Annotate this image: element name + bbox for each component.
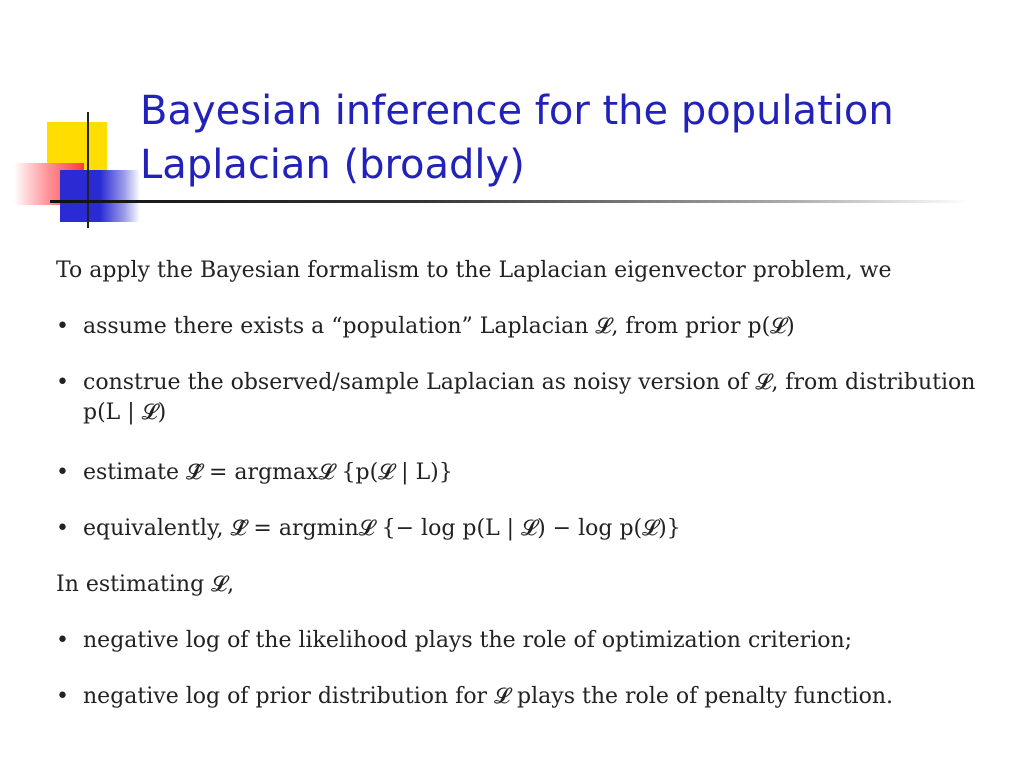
bullet-icon: • bbox=[56, 684, 69, 709]
title-underline bbox=[50, 200, 970, 203]
bullet-icon: • bbox=[56, 460, 69, 485]
list-item bbox=[56, 514, 986, 570]
bullet-icon: • bbox=[56, 628, 69, 653]
slide-body bbox=[56, 256, 986, 738]
list-item-text: negative log of the likelihood plays the role of optimization criterion; bbox=[83, 628, 853, 653]
bullet-icon: • bbox=[56, 314, 69, 339]
intro2-text: In estimating 𝓛, bbox=[56, 572, 235, 597]
intro-text: To apply the Bayesian formalism to the Laplacian eigenvector problem, we bbox=[56, 258, 892, 283]
list-item bbox=[56, 312, 986, 368]
list-item-text: negative log of prior distribution for 𝓛 plays the role of penalty function. bbox=[83, 684, 893, 709]
list-item-text: estimate 𝓛̂ = argmax𝓛 {p(𝓛 | L)} bbox=[83, 460, 453, 485]
list-item bbox=[56, 368, 986, 458]
bullet-icon: • bbox=[56, 516, 69, 541]
list-item-text: construe the observed/sample Laplacian as noisy version of 𝓛, from distribution p(L | 𝓛) bbox=[83, 370, 976, 425]
list-item-text: equivalently, 𝓛̂ = argmin𝓛 {− log p(L | 𝓛) − log p(𝓛)} bbox=[83, 516, 681, 541]
list-item bbox=[56, 458, 986, 514]
deco-vertical-line bbox=[87, 112, 89, 228]
list-item-text: assume there exists a “population” Laplacian 𝓛, from prior p(𝓛) bbox=[83, 314, 795, 339]
list-item bbox=[56, 626, 986, 682]
bullet-icon: • bbox=[56, 370, 69, 395]
list-item bbox=[56, 682, 986, 738]
slide-title: Bayesian inference for the population Laplacian (broadly) bbox=[140, 88, 894, 188]
deco-blue-bar bbox=[60, 170, 140, 222]
